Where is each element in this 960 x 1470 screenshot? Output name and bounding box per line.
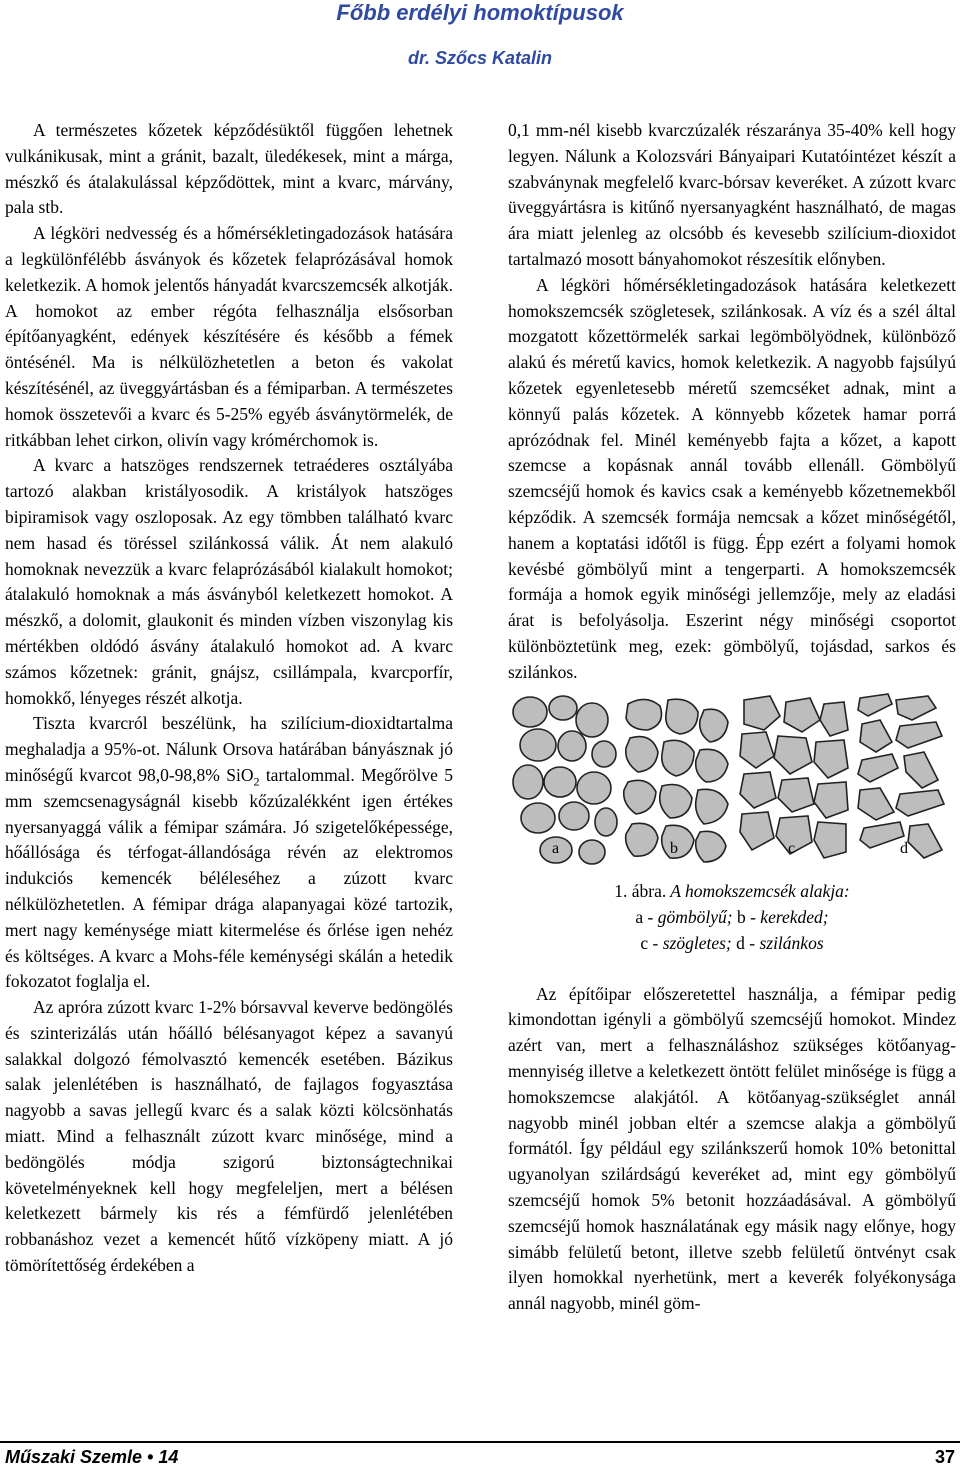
panel-d-grains	[858, 694, 944, 858]
right-column	[508, 118, 956, 1317]
figure-caption	[508, 878, 956, 956]
paragraph: A kvarc a hatszöges rendszernek tetraéderes osztályába tartozó alakban kristályosodik. A kristályok hatszöges bipiramisok vagy oszloposak. Az egy tömbben található kvarc nem hasad és töréssel szilánkossá válik. Át nem alakuló homoknak nevezzük a kvarc felaprózásából kialakult homokot; átalakuló homoknak a más ásványból keletkezett homokot. A mészkő, a dolomit, glaukonit és minden vízben viszonylag kis mértékben oldódó ásvány átalakuló homokot ad. A kvarc számos kőzetnek: gránit, gnájsz, csillámpala, kvarcporfír, homokkő, lényeges részét alkotja.	[5, 455, 453, 708]
paragraph: A légköri nedvesség és a hőmérsékletingadozások hatására a legkülönfélébb ásványok és kőzetek felaprózásával homok keletkezik. A homok jelentős hányadát kvarcszemcsék alkotják. A homokot az ember régóta felhasználja elsősorban építőanyagként, edények készítésére és később a fémek öntésénél. Ma is nélkülözhetetlen a beton és vakolat készítésénél, az üveggyártásban és a fémiparban. A természetes homok összetevői a kvarc és 5-25% egyéb ásványtörmelék, de ritkábban lehet cirkon, olivín vagy krómérchomok is.	[5, 223, 453, 450]
footer-divider	[0, 1441, 960, 1443]
paragraph-text: tartalommal. Megőrölve 5 mm szemcsenagyságnál kisebb kőzúzalékként igen értékes nyersanyaggá válik a fémipar számára. Jó szigetelőképessége, hőállósága és térfogat-állandósága révén az elektromos indukciós kemencék béléleséhez a zúzott kvarc nélkülözhetetlen. A fémipar drága alapanyagai közé tartozik, mert nagy keménysége miatt kitermelése és őrlése igen nehéz és költséges. A kvarc a Mohs-féle keménységi skálán a hetedik fokozatot foglalja el.	[5, 764, 453, 992]
article-title: Főbb erdélyi homoktípusok	[336, 0, 624, 25]
caption-value-d: szilánkos	[755, 932, 824, 953]
caption-key-d: d -	[731, 932, 756, 953]
figure-number: 1. ábra.	[614, 880, 667, 901]
caption-line-1	[508, 878, 956, 904]
page-number: 37	[934, 1447, 955, 1467]
caption-key-b: b -	[732, 906, 756, 927]
figure-label-d: d	[900, 839, 908, 857]
journal-name: Műszaki Szemle • 14	[5, 1447, 179, 1467]
caption-value-c: szögletes;	[658, 932, 732, 953]
panel-c-grains	[740, 696, 848, 858]
sand-grain-figure	[508, 690, 956, 870]
caption-key-c: c -	[640, 932, 659, 953]
subscript: 2	[253, 774, 260, 789]
paragraph: Az apróra zúzott kvarc 1-2% bórsavval keverve bedöngölés és szinterizálás után hőálló bélésanyagot képez a savanyú salakkal dolgozó fémolvasztó kemencék esetében. Bázikus salak jelenlétében is használható, de fajlagos fogyasztása nagyobb a savas jellegű kvarc és a salak közti kölcsönhatás miatt. Mind a felhasznált zúzott kvarc minősége, mind a bedöngölés módja szigorú biztonságtechnikai követelményeknek kell hogy megfeleljen, mert a bélésen keletkezett bármely kis rés a fémfürdő jelenlétében robbanáshoz vezet a kemencét hűtő vízköpeny miatt. A jó tömörítettőség érdekében a	[5, 997, 453, 1276]
figure-label-a: a	[552, 839, 560, 857]
caption-line-2	[508, 904, 956, 930]
figure-title: A homokszemcsék alakja:	[666, 880, 850, 901]
paragraph-text: Tiszta kvarcról beszélünk, ha szilícium-dioxidtartalma meghaladja a 95%-ot. Nálunk Orsova határában bányásznak jó minőségű kvarcot 98,0-98,8% SiO	[5, 713, 453, 785]
caption-key-a: a -	[635, 906, 654, 927]
caption-value-b: kerekded;	[755, 906, 829, 927]
caption-value-a: gömbölyű;	[653, 906, 733, 927]
paragraph: 0,1 mm-nél kisebb kvarczúzalék részaránya 35-40% kell hogy legyen. Nálunk a Kolozsvári Bányaipari Kutatóintézet készít a szabványnak megfelelő kvarc-bórsav keveréket. A zúzott kvarc üveggyártásra is kitűnő nyersanyagként használható, de magas ára miatt jelenleg az olcsóbb és kevesebb szilícium-dioxidot tartalmazó mosott bányahomokot részesítik előnyben.	[508, 120, 956, 269]
author-name: dr. Szőcs Katalin	[407, 48, 553, 68]
paragraph	[5, 711, 453, 995]
paragraph: Az építőipar előszeretettel használja, a fémipar pedig kimondottan igényli a gömbölyű szemcséjű homokot. Mindez azért van, mert a felhasználáshoz szükséges kötőanyag-mennyiség illetve a keletkezett öntött felület minősége is függ a homokszemcse alakjától. A kötőanyag-szükséglet annál nagyobb minél jobban eltér a szemcse alakja a gömbölyű formától. Így például egy szilánkszerű homok 10% betonittal ugyanolyan szilárdságú keveréket ad, mint egy gömbölyű szemcséjű homok 5% betonit hozzáadásával. A gömbölyű szemcséjű homok használatának egy másik nagy előnye, hogy simább felületű betont, illetve szebb felületű öntvényt csak ilyen homokkal nyerhetünk, mert a keverék folyékonysága annál nagyobb, minél göm-	[508, 983, 956, 1314]
figure-label-c: c	[788, 839, 796, 857]
paragraph: A légköri hőmérsékletingadozások hatására keletkezett homokszemcsék szögletesek, szilánkosak. A víz és a szél által mozgatott kőzettörmelék sarkai legömbölyödnek, különböző alakú és méretű kavics, homok keletkezik. A nagyobb fajsúlyú kőzetek egyenletesebb méretű szemcséket adnak, mint a könnyű palás kőzetek. A könnyebb kőzetek hamar porrá aprózódnak fel. Minél keményebb fajta a kőzet, a kapott szemcse a kopásnak annál tovább ellenáll. Gömbölyű szemcséjű homok és kavics csak a keményebb kőzetnemekből képződik. A szemcsék formája nemcsak a kőzet minőségétől, hanem a koptatási időtől is függ. Épp ezért a folyami homok kevésbé gömbölyű mint a tengerparti. A homokszemcsék formája a homok egyik minőségi jellemzője, mely az eladási árat is befolyásolja. Eszerint négy minőségi csoportot különböztetünk meg, ezek: gömbölyű, tojásdad, sarkos és szilánkos.	[508, 274, 956, 682]
figure-label-b: b	[670, 839, 678, 857]
left-column	[5, 118, 453, 1279]
caption-line-3	[508, 930, 956, 956]
paragraph: A természetes kőzetek képződésüktől függően lehetnek vulkánikusak, mint a gránit, bazalt, üledékesek, mint a márga, mészkő és átalakulással képződöttek, mint a kvarc, márvány, pala stb.	[5, 120, 453, 218]
